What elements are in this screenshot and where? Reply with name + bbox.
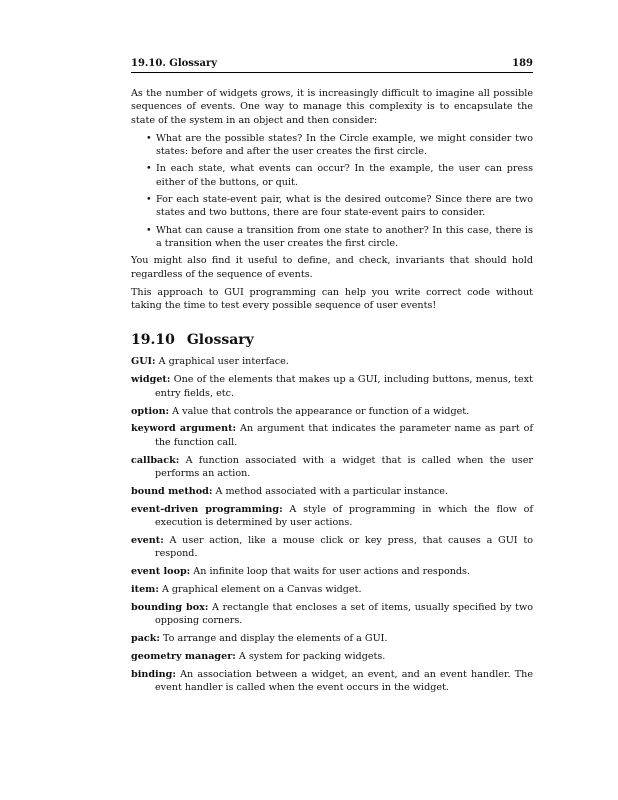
glossary-entry — [131, 485, 533, 498]
bullet-item — [146, 193, 533, 220]
section-number: 19.10 — [131, 332, 175, 349]
glossary-definition: A graphical user interface. — [158, 356, 289, 368]
bullet-text: For each state-event pair, what is the desired outcome? Since there are two states and two buttons, there are four state-event pairs to consider. — [156, 194, 533, 219]
glossary-definition: One of the elements that makes up a GUI, including buttons, menus, text entry fields, etc. — [155, 374, 533, 399]
glossary-term: widget: — [131, 374, 171, 386]
bullet-icon: • — [146, 194, 152, 206]
glossary-list — [131, 355, 533, 694]
page-number: 189 — [512, 58, 533, 69]
glossary-definition: To arrange and display the elements of a GUI. — [163, 633, 388, 645]
glossary-entry — [131, 650, 533, 663]
glossary-definition: A user action, like a mouse click or key press, that causes a GUI to respond. — [155, 534, 533, 560]
glossary-definition: A graphical element on a Canvas widget. — [161, 583, 362, 595]
glossary-definition: An association between a widget, an event, and an event handler. The event handler is called when the event occurs in the widget. — [155, 668, 533, 694]
glossary-definition: A system for packing widgets. — [238, 650, 386, 662]
bullet-item — [146, 132, 533, 159]
glossary-entry — [131, 422, 533, 449]
glossary-entry — [131, 565, 533, 578]
bullet-icon: • — [146, 163, 152, 175]
glossary-entry — [131, 632, 533, 645]
bullet-text: In each state, what events can occur? In the example, the user can press either of the buttons, or quit. — [156, 163, 533, 188]
glossary-term: bound method: — [131, 485, 213, 497]
glossary-entry — [131, 503, 533, 530]
glossary-term: event loop: — [131, 566, 191, 578]
glossary-entry — [131, 373, 533, 400]
bullet-icon: • — [146, 132, 152, 144]
glossary-entry — [131, 583, 533, 596]
glossary-definition: A style of programming in which the flow of execution is determined by user actions. — [155, 503, 533, 528]
intro-paragraph: As the number of widgets grows, it is increasingly difficult to imagine all possible sequences of events. One way to manage this complexity is to encapsulate the state of the system in an object and then consider: — [131, 88, 533, 126]
glossary-definition: An argument that indicates the parameter name as part of the function call. — [155, 423, 533, 448]
glossary-term: callback: — [131, 454, 180, 466]
glossary-definition: A function associated with a widget that is called when the user performs an action. — [155, 454, 533, 479]
bullet-item — [146, 162, 533, 189]
glossary-term: keyword argument: — [131, 423, 237, 435]
glossary-definition: A rectangle that encloses a set of items, usually specified by two opposing corners. — [155, 601, 533, 627]
glossary-entry — [131, 601, 533, 628]
book-page — [131, 58, 533, 699]
running-header — [131, 58, 533, 73]
glossary-entry — [131, 454, 533, 481]
bullet-icon: • — [146, 224, 152, 236]
glossary-term: event: — [131, 534, 164, 546]
glossary-term: option: — [131, 405, 170, 417]
invariants-paragraph: You might also find it useful to define, and check, invariants that should hold regardless of the sequence of events. — [131, 255, 533, 280]
header-section-title: 19.10. Glossary — [131, 58, 218, 69]
glossary-definition: A method associated with a particular instance. — [215, 485, 448, 497]
section-heading — [131, 332, 533, 348]
bullet-text: What can cause a transition from one state to another? In this case, there is a transition when the user creates the first circle. — [156, 224, 533, 249]
glossary-entry — [131, 355, 533, 368]
glossary-entry — [131, 668, 533, 695]
glossary-entry — [131, 405, 533, 418]
glossary-term: geometry manager: — [131, 650, 236, 662]
glossary-term: pack: — [131, 633, 160, 645]
bullet-list — [131, 132, 533, 250]
glossary-term: binding: — [131, 668, 176, 680]
glossary-term: GUI: — [131, 356, 156, 368]
glossary-term: event-driven programming: — [131, 503, 283, 515]
glossary-definition: A value that controls the appearance or function of a widget. — [172, 405, 470, 417]
section-title: Glossary — [186, 332, 254, 349]
bullet-text: What are the possible states? In the Circle example, we might consider two states: before and after the user creates the first circle. — [156, 132, 533, 158]
glossary-entry — [131, 534, 533, 561]
glossary-term: item: — [131, 583, 159, 595]
glossary-definition: An infinite loop that waits for user actions and responds. — [193, 566, 471, 578]
approach-paragraph: This approach to GUI programming can help you write correct code without taking the time to test every possible sequence of user events! — [131, 286, 533, 312]
bullet-item — [146, 224, 533, 251]
glossary-term: bounding box: — [131, 601, 209, 613]
